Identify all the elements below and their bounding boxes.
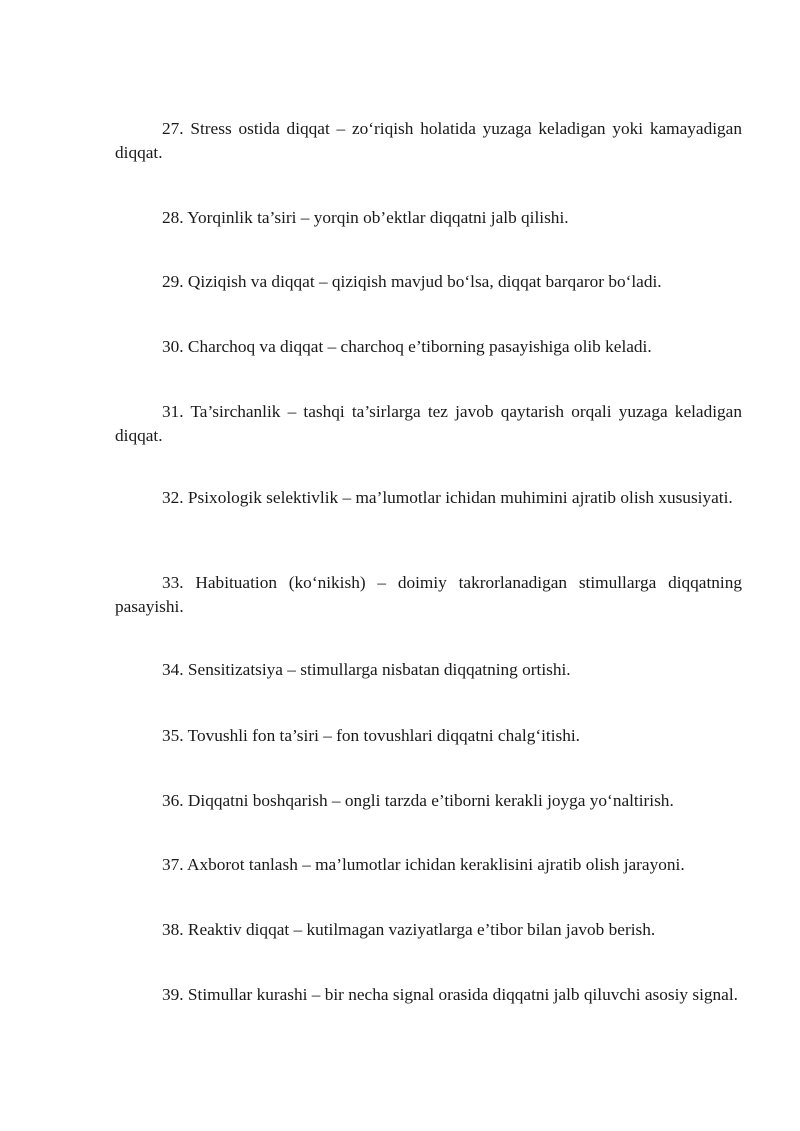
- entry-31: 31. Ta’sirchanlik – tashqi ta’sirlarga tez javob qaytarish orqali yuzaga keladigan diqqat.: [115, 402, 742, 445]
- entry-30: 30. Charchoq va diqqat – charchoq e’tiborning pasayishiga olib keladi.: [162, 337, 652, 356]
- entry-35: 35. Tovushli fon ta’siri – fon tovushlari diqqatni chalg‘itishi.: [162, 726, 580, 745]
- entry-27: 27. Stress ostida diqqat – zo‘riqish holatida yuzaga keladigan yoki kamayadigan diqqat.: [115, 119, 742, 162]
- entry-39: 39. Stimullar kurashi – bir necha signal orasida diqqatni jalb qiluvchi asosiy signal.: [162, 985, 738, 1004]
- entry-32: 32. Psixologik selektivlik – ma’lumotlar ichidan muhimini ajratib olish xususiyati.: [162, 488, 733, 507]
- entry-34: 34. Sensitizatsiya – stimullarga nisbatan diqqatning ortishi.: [162, 660, 571, 679]
- entry-28: 28. Yorqinlik ta’siri – yorqin ob’ektlar diqqatni jalb qilishi.: [162, 208, 569, 227]
- entry-33: 33. Habituation (ko‘nikish) – doimiy takrorlanadigan stimullarga diqqatning pasayishi.: [115, 573, 742, 616]
- entry-37: 37. Axborot tanlash – ma’lumotlar ichidan keraklisini ajratib olish jarayoni.: [162, 855, 685, 874]
- entry-36: 36. Diqqatni boshqarish – ongli tarzda e’tiborni kerakli joyga yo‘naltirish.: [162, 791, 674, 810]
- entry-29: 29. Qiziqish va diqqat – qiziqish mavjud bo‘lsa, diqqat barqaror bo‘ladi.: [162, 272, 662, 291]
- entry-38: 38. Reaktiv diqqat – kutilmagan vaziyatlarga e’tibor bilan javob berish.: [162, 920, 656, 939]
